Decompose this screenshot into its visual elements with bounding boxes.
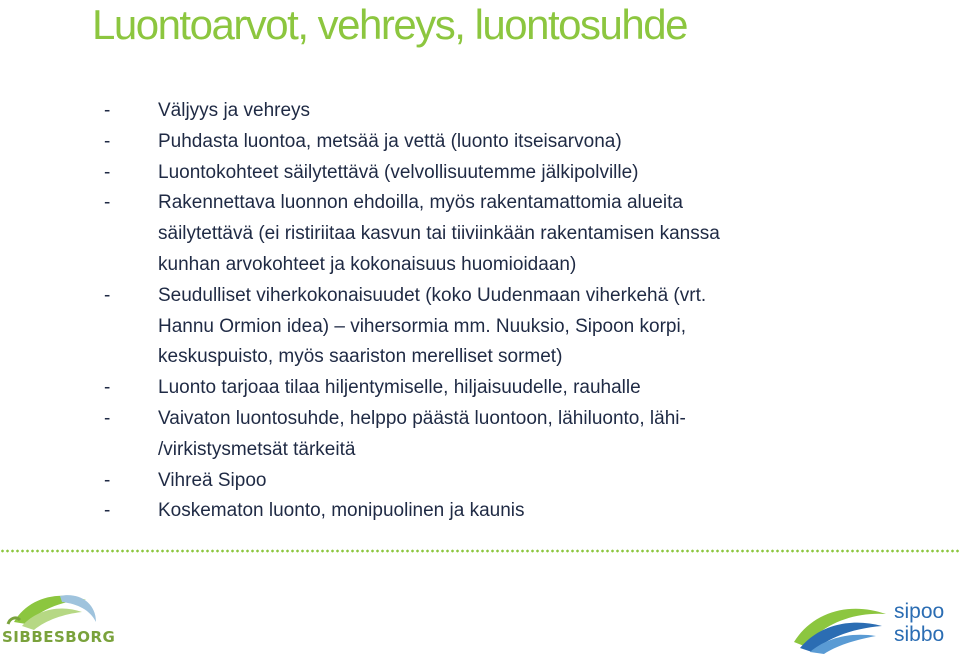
bullet-item	[0, 158, 960, 189]
bullet-text-line: /virkistysmetsät tärkeitä	[158, 438, 356, 460]
bullet-item	[0, 496, 960, 527]
bullet-text-line: Väljyys ja vehreys	[158, 100, 311, 121]
bullet-item	[0, 466, 960, 497]
bullet-item	[0, 281, 960, 373]
bullet-text-line: Luonto tarjoaa tilaa hiljentymiselle, hiljaisuudelle, rauhalle	[158, 377, 641, 399]
bullet-text-line: Puhdasta luontoa, metsää ja vettä (luonto itseisarvona)	[158, 130, 622, 152]
bullet-text-line: säilytettävä (ei ristiriitaa kasvun tai tiiviinkään rakentamisen kanssa	[158, 223, 720, 245]
bullet-item	[0, 373, 960, 404]
bullet-text-line: keskuspuisto, myös saariston merelliset sormet)	[158, 346, 563, 368]
bullet-text-line: Luontokohteet säilytettävä (velvollisuutemme jälkipolville)	[158, 161, 639, 183]
bullet-item	[0, 404, 960, 466]
bullet-dash: -	[104, 469, 111, 491]
bullet-dash: -	[104, 500, 111, 522]
sipoo-logo-icon	[790, 598, 890, 654]
bullet-dash: -	[104, 192, 111, 214]
bullet-text-line: Hannu Ormion idea) – vihersormia mm. Nuuksio, Sipoon korpi,	[158, 315, 686, 337]
sibbesborg-logo-text: SIBBESBORG	[2, 628, 116, 646]
bullet-item	[0, 96, 960, 127]
bullet-text-line: Vaivaton luontosuhde, helppo päästä luontoon, lähiluonto, lähi-	[158, 407, 686, 429]
bullet-dash: -	[104, 407, 111, 429]
bullet-text-line: kunhan arvokohteet ja kokonaisuus huomioidaan)	[158, 253, 577, 275]
bullet-text-line: Seudulliset viherkokonaisuudet (koko Uudenmaan viherkehä (vrt.	[158, 284, 707, 306]
sipoo-sibbo-logo-text	[894, 600, 944, 646]
dotted-divider	[0, 549, 960, 553]
bullet-dash: -	[104, 377, 111, 399]
bullet-dash: -	[104, 130, 111, 152]
bullet-text-line: Rakennettava luonnon ehdoilla, myös rakentamattomia alueita	[158, 192, 683, 214]
sipoo-logo-line1: sipoo	[894, 600, 945, 623]
bullet-text-line: Koskematon luonto, monipuolinen ja kaunis	[158, 500, 525, 522]
sibbesborg-logo-icon	[0, 578, 110, 664]
bullet-text-line: Vihreä Sipoo	[158, 469, 267, 491]
bullet-dash: -	[104, 100, 111, 121]
slide-title: Luontoarvot, vehreys, luontosuhde	[92, 1, 687, 48]
bullet-dash: -	[104, 284, 111, 306]
bullet-list	[0, 96, 960, 527]
bullet-dash: -	[104, 161, 111, 183]
bullet-item	[0, 127, 960, 158]
bullet-item	[0, 188, 960, 280]
sipoo-logo-line2: sibbo	[894, 623, 945, 646]
